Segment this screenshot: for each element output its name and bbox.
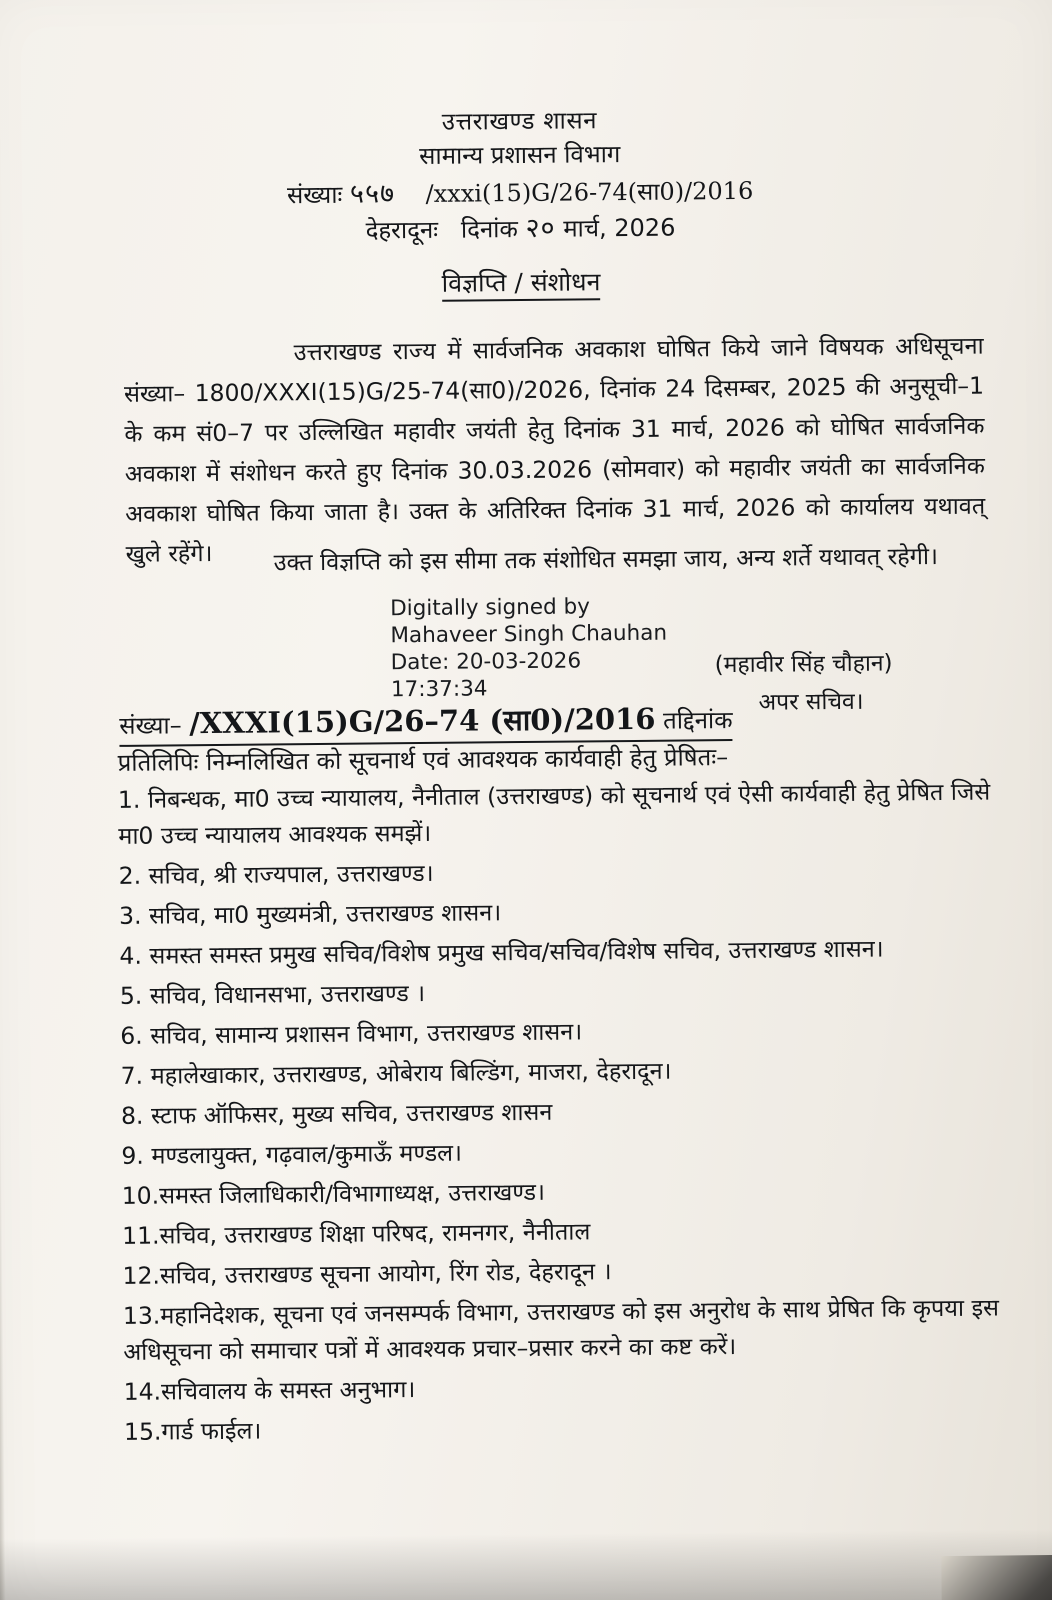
digital-signature-line-2: Mahaveer Singh Chauhan — [390, 620, 668, 649]
list-item-text: समस्त समस्त प्रमुख सचिव/विशेष प्रमुख सचिव/सचिव/विशेष सचिव, उत्तराखण्ड शासन। — [149, 934, 884, 970]
list-item — [123, 1289, 1004, 1369]
list-item — [124, 1405, 1004, 1449]
list-item — [121, 1129, 1001, 1173]
list-item-text: सचिव, उत्तराखण्ड सूचना आयोग, रिंग रोड, देहरादून । — [159, 1257, 612, 1290]
list-item-text: स्टाफ ऑफिसर, मुख्य सचिव, उत्तराखण्ड शासन — [150, 1097, 553, 1130]
endorsement-prefix: संख्या– — [119, 711, 182, 740]
list-item-text: महालेखाकार, उत्तराखण्ड, ओबेराय बिल्डिंग, माजरा, देहरादून। — [150, 1056, 672, 1090]
signatory-name: (महावीर सिंह चौहान) — [714, 650, 893, 679]
digital-signature-block — [390, 593, 668, 704]
subject-text: विज्ञप्ति / संशोधन — [442, 267, 601, 302]
list-item-text: सचिव, उत्तराखण्ड शिक्षा परिषद, रामनगर, नैनीताल — [159, 1217, 591, 1250]
list-item — [118, 773, 999, 853]
list-item — [121, 1089, 1001, 1133]
date-handwritten: २० — [525, 212, 556, 244]
list-item — [119, 929, 999, 973]
recipient-list — [118, 773, 1004, 1453]
endorsement-number: /XXXI(15)G/26–74 (सा0)/2016 — [189, 701, 656, 741]
number-printed: /xxxi(15)G/26-74(सा0)/2016 — [425, 176, 754, 208]
list-item-text: समस्त जिलाधिकारी/विभागाध्यक्ष, उत्तराखण्ड। — [159, 1177, 546, 1210]
list-item — [119, 889, 999, 933]
list-item-number: 14. — [123, 1377, 162, 1406]
list-item-number: 9. — [121, 1141, 144, 1170]
list-item-number: 6. — [120, 1021, 143, 1050]
digital-signature-line-3: Date: 20-03-2026 — [390, 648, 582, 676]
list-item — [122, 1249, 1002, 1293]
list-item — [123, 1365, 1003, 1409]
list-item-number: 1. — [117, 785, 141, 814]
endorsement-number-line — [119, 698, 733, 747]
list-item-text: सचिव, मा0 मुख्यमंत्री, उत्तराखण्ड शासन। — [148, 898, 502, 930]
endorsement-suffix: तद्दिनांक — [662, 706, 733, 735]
number-handwritten: ५५७ — [349, 178, 396, 210]
list-item-text: सचिवालय के समस्त अनुभाग। — [160, 1375, 416, 1406]
number-label: संख्याः — [286, 180, 343, 210]
signatory-designation: अपर सचिव। — [758, 688, 864, 716]
place-label: देहरादूनः — [365, 215, 439, 245]
list-item-number: 2. — [118, 861, 142, 890]
list-item — [122, 1209, 1002, 1253]
list-item — [119, 849, 999, 893]
list-item — [120, 1009, 1000, 1053]
copy-to-line: प्रतिलिपिः निम्नलिखित को सूचनार्थ एवं आवश्यक कार्यवाही हेतु प्रेषितः– — [117, 743, 729, 777]
list-item-text: मण्डलायुक्त, गढ़वाल/कुमाऊँ मण्डल। — [151, 1138, 463, 1170]
list-item-text: महानिदेशक, सूचना एवं जनसम्पर्क विभाग, उत्तराखण्ड को इस अनुरोध के साथ प्रेषित कि कृपया इस अधिसूचना को समाचार पत्रों में आवश्यक प्रचार–प्रसार करने का कष्ट करें। — [123, 1293, 1000, 1366]
list-item-text: निबन्धक, मा0 उच्च न्यायालय, नैनीताल (उत्तराखण्ड) को सूचनार्थ एवं ऐसी कार्यवाही हेतु प्रेषित जिसे मा0 उच्च न्यायालय आवश्यक समझें। — [118, 777, 991, 850]
date-label: दिनांक — [460, 215, 519, 244]
list-item — [120, 969, 1000, 1013]
list-item-text: सचिव, विधानसभा, उत्तराखण्ड । — [149, 978, 426, 1010]
digital-signature-line-4: 17:37:34 — [390, 676, 488, 703]
government-name: उत्तराखण्ड शासन — [441, 106, 598, 136]
body-paragraph-1: उत्तराखण्ड राज्य में सार्वजनिक अवकाश घोषित किये जाने विषयक अधिसूचना संख्या– 1800/XXXI(15)G/25-74(सा0)/2026, दिनांक 24 दिसम्बर, 2025 की अनुसूची–1 के कम सं0–7 पर उल्लिखित महावीर जयंती हेतु दिनांक 31 मार्च, 2026 को घोषित सार्वजनिक अवकाश में संशोधन करते हुए दिनांक 30.03.2026 (सोमवार) को महावीर जयंती का सार्वजनिक अवकाश घोषित किया जाता है। उक्त के अतिरिक्त दिनांक 31 मार्च, 2026 को कार्यालय यथावत् खुले रहेंगे। — [123, 331, 986, 568]
department-name: सामान्य प्रशासन विभाग — [419, 140, 621, 170]
body-paragraph-2: उक्त विज्ञप्ति को इस सीमा तक संशोधित समझा जाय, अन्य शर्ते यथावत् रहेगी। — [273, 542, 939, 577]
list-item-number: 3. — [118, 901, 142, 930]
list-item-number: 8. — [120, 1101, 144, 1130]
list-item-number: 5. — [119, 981, 143, 1010]
list-item — [120, 1049, 1000, 1093]
list-item-text: गार्ड फाईल। — [161, 1416, 262, 1446]
list-item-number: 4. — [119, 941, 143, 970]
digital-signature-line-1: Digitally signed by — [390, 594, 591, 622]
signatory-block — [715, 644, 894, 722]
list-item-number: 10. — [121, 1181, 160, 1210]
list-item-number: 7. — [120, 1061, 144, 1090]
list-item — [122, 1169, 1002, 1213]
date-rest: मार्च, 2026 — [563, 213, 676, 243]
list-item-text: सचिव, श्री राज्यपाल, उत्तराखण्ड। — [148, 858, 434, 890]
list-item-number: 15. — [123, 1417, 162, 1446]
list-item-number: 13. — [122, 1301, 161, 1330]
list-item-text: सचिव, सामान्य प्रशासन विभाग, उत्तराखण्ड शासन। — [150, 1017, 583, 1050]
list-item-number: 12. — [122, 1261, 161, 1290]
list-item-number: 11. — [122, 1221, 160, 1250]
document-subject — [0, 260, 1047, 304]
